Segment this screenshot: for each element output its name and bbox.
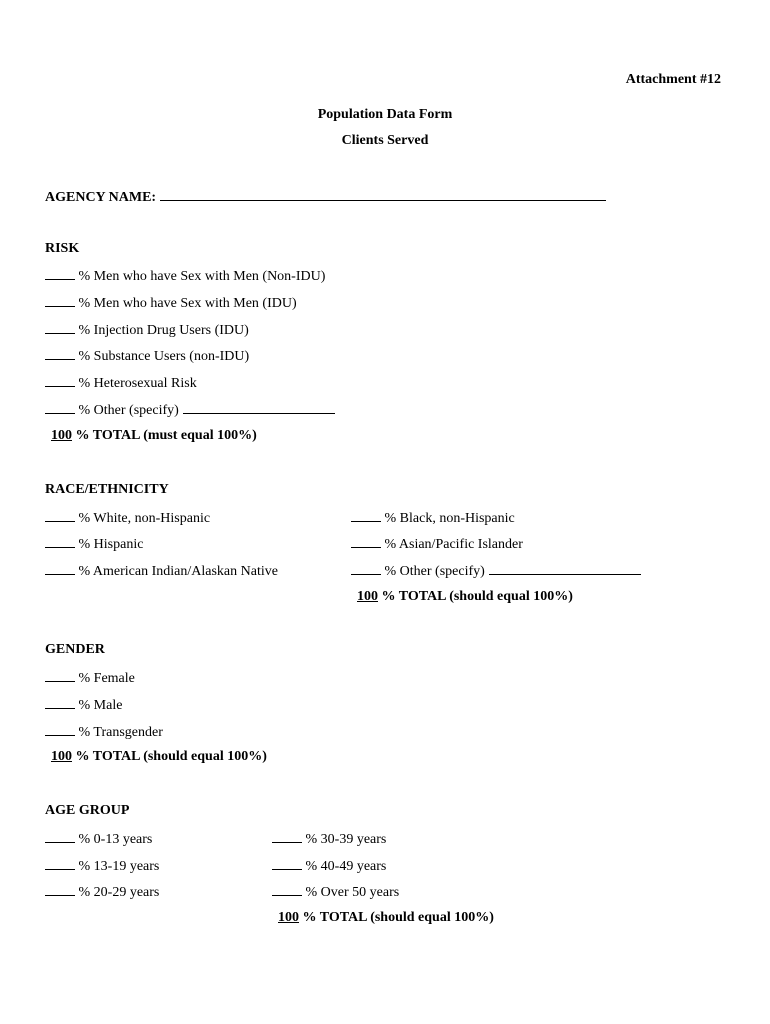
percent-blank[interactable]: [351, 509, 381, 522]
race-row: [351, 562, 641, 580]
age-label: % 30-39 years: [305, 832, 387, 847]
race-row: [351, 509, 515, 527]
percent-blank[interactable]: [272, 883, 302, 896]
total-value: 100: [278, 910, 299, 925]
risk-label: % Men who have Sex with Men (Non-IDU): [78, 269, 326, 284]
race-total-row: [351, 589, 573, 605]
attachment-label: Attachment #12: [625, 72, 721, 87]
percent-blank[interactable]: [45, 374, 75, 387]
race-label: % Hispanic: [78, 537, 144, 552]
specify-field[interactable]: [489, 562, 641, 575]
risk-label: % Injection Drug Users (IDU): [78, 323, 249, 338]
percent-blank[interactable]: [45, 857, 75, 870]
risk-row: [45, 374, 197, 392]
age-label: % 20-29 years: [78, 885, 160, 900]
percent-blank[interactable]: [45, 830, 75, 843]
age-label: % 13-19 years: [78, 859, 160, 874]
specify-field[interactable]: [183, 401, 335, 414]
percent-blank[interactable]: [45, 669, 75, 682]
gender-label: % Transgender: [78, 725, 163, 740]
race-label: % White, non-Hispanic: [78, 511, 211, 526]
total-value: 100: [357, 589, 378, 604]
gender-heading: GENDER: [45, 642, 105, 657]
risk-label: % Men who have Sex with Men (IDU): [78, 296, 297, 311]
gender-total-row: [45, 749, 267, 765]
race-heading: RACE/ETHNICITY: [45, 482, 169, 497]
percent-blank[interactable]: [45, 509, 75, 522]
age-row: [45, 830, 152, 848]
age-heading: AGE GROUP: [45, 803, 130, 818]
risk-label: % Substance Users (non-IDU): [78, 349, 250, 364]
age-label: % Over 50 years: [305, 885, 400, 900]
agency-name-field[interactable]: [160, 188, 606, 201]
form-subtitle: Clients Served: [341, 133, 429, 148]
percent-blank[interactable]: [45, 347, 75, 360]
percent-blank[interactable]: [351, 562, 381, 575]
race-row: [351, 535, 523, 553]
race-label: % Black, non-Hispanic: [384, 511, 515, 526]
total-label: % TOTAL (should equal 100%): [381, 589, 573, 604]
percent-blank[interactable]: [45, 562, 75, 575]
risk-row: [45, 294, 297, 312]
gender-label: % Male: [78, 698, 123, 713]
form-title: Population Data Form: [317, 107, 453, 122]
race-label: % Asian/Pacific Islander: [384, 537, 523, 552]
gender-row: [45, 669, 135, 687]
risk-heading: RISK: [45, 241, 80, 256]
percent-blank[interactable]: [45, 696, 75, 709]
percent-blank[interactable]: [272, 857, 302, 870]
percent-blank[interactable]: [45, 267, 75, 280]
percent-blank[interactable]: [45, 321, 75, 334]
percent-blank[interactable]: [45, 883, 75, 896]
risk-row: [45, 321, 249, 339]
risk-total-row: [45, 428, 257, 444]
age-label: % 0-13 years: [78, 832, 153, 847]
total-value: 100: [51, 428, 72, 443]
total-label: % TOTAL (must equal 100%): [75, 428, 257, 443]
percent-blank[interactable]: [45, 535, 75, 548]
race-row: [45, 509, 210, 527]
percent-blank[interactable]: [45, 401, 75, 414]
age-row: [272, 830, 386, 848]
gender-row: [45, 723, 163, 741]
percent-blank[interactable]: [45, 723, 75, 736]
age-label: % 40-49 years: [305, 859, 387, 874]
race-label: % Other (specify): [384, 564, 485, 579]
age-row: [272, 857, 386, 875]
total-label: % TOTAL (should equal 100%): [302, 910, 494, 925]
race-row: [45, 562, 278, 580]
age-total-row: [272, 910, 494, 926]
percent-blank[interactable]: [45, 294, 75, 307]
gender-row: [45, 696, 122, 714]
race-row: [45, 535, 143, 553]
risk-label: % Heterosexual Risk: [78, 376, 197, 391]
percent-blank[interactable]: [351, 535, 381, 548]
risk-row: [45, 401, 335, 419]
race-label: % American Indian/Alaskan Native: [78, 564, 278, 579]
age-row: [272, 883, 399, 901]
risk-label: % Other (specify): [78, 403, 179, 418]
agency-name-row: [45, 188, 606, 206]
gender-label: % Female: [78, 671, 135, 686]
total-label: % TOTAL (should equal 100%): [75, 749, 267, 764]
agency-name-label: AGENCY NAME:: [45, 190, 157, 205]
total-value: 100: [51, 749, 72, 764]
percent-blank[interactable]: [272, 830, 302, 843]
risk-row: [45, 347, 249, 365]
age-row: [45, 883, 159, 901]
age-row: [45, 857, 159, 875]
risk-row: [45, 267, 325, 285]
